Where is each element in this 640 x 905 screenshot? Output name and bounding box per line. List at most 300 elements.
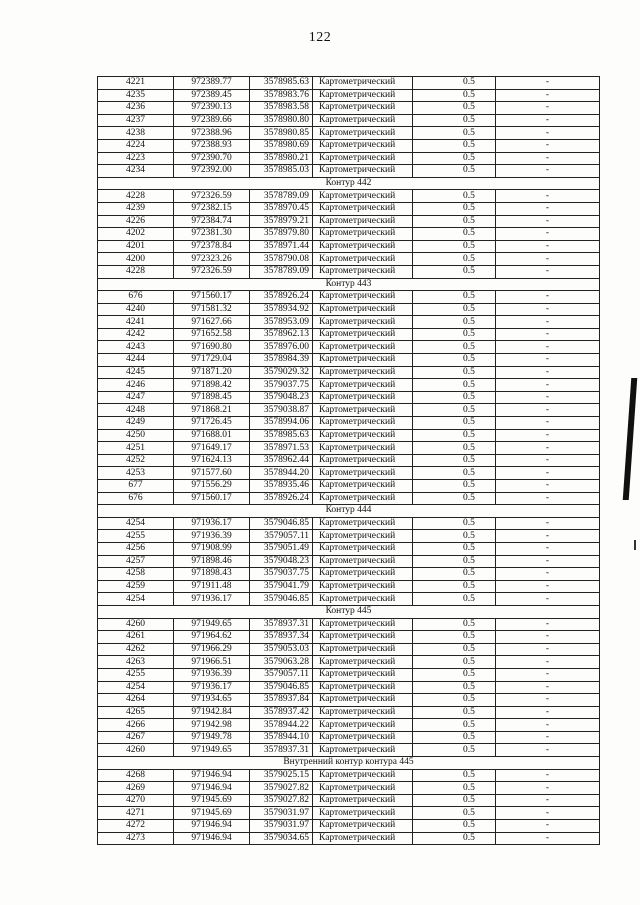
x-coordinate-cell: 971946.94 [174,769,250,782]
x-coordinate-cell: 971966.29 [174,643,250,656]
note-cell: - [496,492,600,505]
method-cell: Картометрический [313,442,413,455]
table-row [98,139,600,152]
precision-cell: 0.5 [413,114,496,127]
point-number-cell: 4243 [98,341,174,354]
precision-cell: 0.5 [413,429,496,442]
y-coordinate-cell: 3579057.11 [250,530,313,543]
table-row [98,643,600,656]
method-cell: Картометрический [313,480,413,493]
table-row [98,580,600,593]
contour-heading-row [98,177,600,190]
point-number-cell: 4253 [98,467,174,480]
y-coordinate-cell: 3578980.21 [250,152,313,165]
method-cell: Картометрический [313,341,413,354]
table-row [98,316,600,329]
table-row [98,719,600,732]
note-cell: - [496,240,600,253]
y-coordinate-cell: 3579053.03 [250,643,313,656]
table-row [98,769,600,782]
table-row [98,568,600,581]
point-number-cell: 4254 [98,593,174,606]
point-number-cell: 4226 [98,215,174,228]
point-number-cell: 4255 [98,668,174,681]
point-number-cell: 4248 [98,404,174,417]
y-coordinate-cell: 3578937.42 [250,706,313,719]
point-number-cell: 4271 [98,807,174,820]
note-cell: - [496,542,600,555]
precision-cell: 0.5 [413,454,496,467]
contour-heading: Контур 442 [98,177,600,190]
table-row [98,240,600,253]
precision-cell: 0.5 [413,354,496,367]
table-row [98,492,600,505]
precision-cell: 0.5 [413,102,496,115]
table-row [98,417,600,430]
point-number-cell: 4261 [98,631,174,644]
table-row [98,429,600,442]
y-coordinate-cell: 3578983.58 [250,102,313,115]
precision-cell: 0.5 [413,794,496,807]
y-coordinate-cell: 3579031.97 [250,807,313,820]
note-cell: - [496,631,600,644]
y-coordinate-cell: 3579051.49 [250,542,313,555]
precision-cell: 0.5 [413,127,496,140]
note-cell: - [496,165,600,178]
y-coordinate-cell: 3578926.24 [250,291,313,304]
note-cell: - [496,555,600,568]
x-coordinate-cell: 971936.39 [174,668,250,681]
point-number-cell: 4236 [98,102,174,115]
precision-cell: 0.5 [413,253,496,266]
method-cell: Картометрический [313,152,413,165]
precision-cell: 0.5 [413,593,496,606]
y-coordinate-cell: 3578980.80 [250,114,313,127]
note-cell: - [496,404,600,417]
point-number-cell: 4223 [98,152,174,165]
table-row [98,656,600,669]
table-row [98,215,600,228]
y-coordinate-cell: 3578935.46 [250,480,313,493]
table-row [98,480,600,493]
x-coordinate-cell: 971908.99 [174,542,250,555]
table-row [98,265,600,278]
y-coordinate-cell: 3578937.84 [250,694,313,707]
method-cell: Картометрический [313,731,413,744]
note-cell: - [496,379,600,392]
x-coordinate-cell: 971898.46 [174,555,250,568]
y-coordinate-cell: 3578937.31 [250,744,313,757]
table-row [98,530,600,543]
point-number-cell: 4267 [98,731,174,744]
table-row [98,454,600,467]
y-coordinate-cell: 3578962.13 [250,328,313,341]
precision-cell: 0.5 [413,656,496,669]
contour-heading: Контур 444 [98,505,600,518]
method-cell: Картометрический [313,580,413,593]
x-coordinate-cell: 971946.94 [174,782,250,795]
x-coordinate-cell: 971871.20 [174,366,250,379]
x-coordinate-cell: 971581.32 [174,303,250,316]
method-cell: Картометрический [313,681,413,694]
point-number-cell: 4257 [98,555,174,568]
x-coordinate-cell: 971942.98 [174,719,250,732]
point-number-cell: 4238 [98,127,174,140]
note-cell: - [496,618,600,631]
x-coordinate-cell: 971964.62 [174,631,250,644]
point-number-cell: 4252 [98,454,174,467]
note-cell: - [496,127,600,140]
page-number: 122 [308,30,332,45]
method-cell: Картометрический [313,744,413,757]
method-cell: Картометрический [313,328,413,341]
precision-cell: 0.5 [413,631,496,644]
method-cell: Картометрический [313,706,413,719]
note-cell: - [496,719,600,732]
point-number-cell: 4241 [98,316,174,329]
point-number-cell: 4202 [98,228,174,241]
contour-heading: Внутренний контур контура 445 [98,757,600,770]
y-coordinate-cell: 3579027.82 [250,782,313,795]
y-coordinate-cell: 3578944.20 [250,467,313,480]
precision-cell: 0.5 [413,404,496,417]
x-coordinate-cell: 971936.17 [174,593,250,606]
y-coordinate-cell: 3579027.82 [250,794,313,807]
precision-cell: 0.5 [413,215,496,228]
point-number-cell: 4250 [98,429,174,442]
table-row [98,253,600,266]
table-row [98,328,600,341]
table-row [98,820,600,833]
precision-cell: 0.5 [413,442,496,455]
table-row [98,706,600,719]
x-coordinate-cell: 971911.48 [174,580,250,593]
precision-cell: 0.5 [413,291,496,304]
precision-cell: 0.5 [413,517,496,530]
table-row [98,694,600,707]
point-number-cell: 4268 [98,769,174,782]
x-coordinate-cell: 972381.30 [174,228,250,241]
method-cell: Картометрический [313,77,413,90]
note-cell: - [496,769,600,782]
precision-cell: 0.5 [413,568,496,581]
point-number-cell: 4237 [98,114,174,127]
precision-cell: 0.5 [413,719,496,732]
contour-heading-row [98,505,600,518]
y-coordinate-cell: 3578980.85 [250,127,313,140]
method-cell: Картометрический [313,391,413,404]
note-cell: - [496,102,600,115]
y-coordinate-cell: 3578984.39 [250,354,313,367]
precision-cell: 0.5 [413,555,496,568]
method-cell: Картометрический [313,656,413,669]
table-row [98,832,600,845]
precision-cell: 0.5 [413,265,496,278]
x-coordinate-cell: 972390.13 [174,102,250,115]
point-number-cell: 4254 [98,681,174,694]
x-coordinate-cell: 972323.26 [174,253,250,266]
table-body [98,77,600,845]
point-number-cell: 4200 [98,253,174,266]
method-cell: Картометрический [313,127,413,140]
point-number-cell: 676 [98,291,174,304]
method-cell: Картометрический [313,454,413,467]
point-number-cell: 4259 [98,580,174,593]
point-number-cell: 4269 [98,782,174,795]
method-cell: Картометрический [313,593,413,606]
table-row [98,165,600,178]
precision-cell: 0.5 [413,731,496,744]
y-coordinate-cell: 3578790.08 [250,253,313,266]
precision-cell: 0.5 [413,643,496,656]
x-coordinate-cell: 971945.69 [174,794,250,807]
table-row [98,89,600,102]
precision-cell: 0.5 [413,303,496,316]
method-cell: Картометрический [313,568,413,581]
y-coordinate-cell: 3579029.32 [250,366,313,379]
y-coordinate-cell: 3578985.63 [250,429,313,442]
point-number-cell: 4234 [98,165,174,178]
method-cell: Картометрический [313,265,413,278]
point-number-cell: 4265 [98,706,174,719]
method-cell: Картометрический [313,102,413,115]
method-cell: Картометрический [313,832,413,845]
precision-cell: 0.5 [413,165,496,178]
note-cell: - [496,467,600,480]
method-cell: Картометрический [313,228,413,241]
y-coordinate-cell: 3578937.31 [250,618,313,631]
point-number-cell: 4245 [98,366,174,379]
method-cell: Картометрический [313,291,413,304]
x-coordinate-cell: 972384.74 [174,215,250,228]
y-coordinate-cell: 3579046.85 [250,593,313,606]
note-cell: - [496,303,600,316]
method-cell: Картометрический [313,366,413,379]
precision-cell: 0.5 [413,467,496,480]
method-cell: Картометрический [313,190,413,203]
x-coordinate-cell: 971936.17 [174,681,250,694]
table-row [98,354,600,367]
note-cell: - [496,656,600,669]
method-cell: Картометрический [313,668,413,681]
x-coordinate-cell: 972326.59 [174,190,250,203]
table-row [98,202,600,215]
table-row [98,190,600,203]
table-row [98,341,600,354]
y-coordinate-cell: 3578980.69 [250,139,313,152]
precision-cell: 0.5 [413,807,496,820]
y-coordinate-cell: 3579057.11 [250,668,313,681]
note-cell: - [496,454,600,467]
table-row [98,782,600,795]
method-cell: Картометрический [313,467,413,480]
x-coordinate-cell: 972392.00 [174,165,250,178]
y-coordinate-cell: 3578926.24 [250,492,313,505]
method-cell: Картометрический [313,354,413,367]
point-number-cell: 4258 [98,568,174,581]
method-cell: Картометрический [313,215,413,228]
x-coordinate-cell: 971949.65 [174,618,250,631]
table-row [98,593,600,606]
method-cell: Картометрический [313,782,413,795]
note-cell: - [496,807,600,820]
method-cell: Картометрический [313,631,413,644]
point-number-cell: 676 [98,492,174,505]
note-cell: - [496,354,600,367]
x-coordinate-cell: 971649.17 [174,442,250,455]
x-coordinate-cell: 972326.59 [174,265,250,278]
method-cell: Картометрический [313,517,413,530]
point-number-cell: 4242 [98,328,174,341]
x-coordinate-cell: 971726.45 [174,417,250,430]
precision-cell: 0.5 [413,316,496,329]
note-cell: - [496,114,600,127]
y-coordinate-cell: 3579041.79 [250,580,313,593]
contour-heading: Контур 445 [98,605,600,618]
note-cell: - [496,744,600,757]
point-number-cell: 677 [98,480,174,493]
note-cell: - [496,794,600,807]
point-number-cell: 4244 [98,354,174,367]
y-coordinate-cell: 3579025.15 [250,769,313,782]
y-coordinate-cell: 3578983.76 [250,89,313,102]
x-coordinate-cell: 971949.65 [174,744,250,757]
x-coordinate-cell: 971729.04 [174,354,250,367]
y-coordinate-cell: 3578976.00 [250,341,313,354]
method-cell: Картометрический [313,165,413,178]
y-coordinate-cell: 3578937.34 [250,631,313,644]
point-number-cell: 4251 [98,442,174,455]
note-cell: - [496,580,600,593]
point-number-cell: 4201 [98,240,174,253]
y-coordinate-cell: 3579048.23 [250,391,313,404]
method-cell: Картометрический [313,555,413,568]
x-coordinate-cell: 971627.66 [174,316,250,329]
method-cell: Картометрический [313,139,413,152]
precision-cell: 0.5 [413,190,496,203]
method-cell: Картометрический [313,820,413,833]
y-coordinate-cell: 3578971.44 [250,240,313,253]
x-coordinate-cell: 971624.13 [174,454,250,467]
y-coordinate-cell: 3579037.75 [250,568,313,581]
note-cell: - [496,517,600,530]
precision-cell: 0.5 [413,379,496,392]
precision-cell: 0.5 [413,706,496,719]
table-row [98,555,600,568]
note-cell: - [496,832,600,845]
point-number-cell: 4266 [98,719,174,732]
y-coordinate-cell: 3579031.97 [250,820,313,833]
method-cell: Картометрический [313,240,413,253]
x-coordinate-cell: 971556.29 [174,480,250,493]
table-row [98,379,600,392]
precision-cell: 0.5 [413,202,496,215]
method-cell: Картометрический [313,530,413,543]
point-number-cell: 4256 [98,542,174,555]
margin-scan-tick [634,540,636,550]
y-coordinate-cell: 3579046.85 [250,681,313,694]
x-coordinate-cell: 972388.93 [174,139,250,152]
point-number-cell: 4239 [98,202,174,215]
note-cell: - [496,820,600,833]
table-row [98,152,600,165]
point-number-cell: 4262 [98,643,174,656]
y-coordinate-cell: 3578985.63 [250,77,313,90]
x-coordinate-cell: 972389.66 [174,114,250,127]
method-cell: Картометрический [313,379,413,392]
y-coordinate-cell: 3578985.03 [250,165,313,178]
precision-cell: 0.5 [413,417,496,430]
x-coordinate-cell: 971652.58 [174,328,250,341]
note-cell: - [496,190,600,203]
x-coordinate-cell: 971966.51 [174,656,250,669]
table-row [98,114,600,127]
precision-cell: 0.5 [413,152,496,165]
y-coordinate-cell: 3578944.22 [250,719,313,732]
method-cell: Картометрический [313,719,413,732]
precision-cell: 0.5 [413,89,496,102]
precision-cell: 0.5 [413,618,496,631]
note-cell: - [496,643,600,656]
table-row [98,681,600,694]
y-coordinate-cell: 3579048.23 [250,555,313,568]
precision-cell: 0.5 [413,240,496,253]
point-number-cell: 4246 [98,379,174,392]
y-coordinate-cell: 3578789.09 [250,190,313,203]
method-cell: Картометрический [313,492,413,505]
precision-cell: 0.5 [413,782,496,795]
precision-cell: 0.5 [413,769,496,782]
y-coordinate-cell: 3579046.85 [250,517,313,530]
y-coordinate-cell: 3578979.21 [250,215,313,228]
precision-cell: 0.5 [413,228,496,241]
note-cell: - [496,152,600,165]
y-coordinate-cell: 3578979.80 [250,228,313,241]
note-cell: - [496,480,600,493]
x-coordinate-cell: 971898.42 [174,379,250,392]
table-row [98,631,600,644]
y-coordinate-cell: 3579038.87 [250,404,313,417]
table-row [98,291,600,304]
point-number-cell: 4273 [98,832,174,845]
contour-heading: Контур 443 [98,278,600,291]
note-cell: - [496,530,600,543]
x-coordinate-cell: 971946.94 [174,820,250,833]
note-cell: - [496,668,600,681]
method-cell: Картометрический [313,303,413,316]
point-number-cell: 4264 [98,694,174,707]
x-coordinate-cell: 972388.96 [174,127,250,140]
table-row [98,127,600,140]
note-cell: - [496,782,600,795]
y-coordinate-cell: 3578962.44 [250,454,313,467]
contour-heading-row [98,278,600,291]
table-row [98,366,600,379]
precision-cell: 0.5 [413,580,496,593]
note-cell: - [496,215,600,228]
method-cell: Картометрический [313,769,413,782]
x-coordinate-cell: 971577.60 [174,467,250,480]
table-row [98,391,600,404]
point-number-cell: 4228 [98,190,174,203]
method-cell: Картометрический [313,429,413,442]
precision-cell: 0.5 [413,820,496,833]
x-coordinate-cell: 971945.69 [174,807,250,820]
note-cell: - [496,202,600,215]
method-cell: Картометрический [313,694,413,707]
x-coordinate-cell: 971690.80 [174,341,250,354]
table-row [98,731,600,744]
